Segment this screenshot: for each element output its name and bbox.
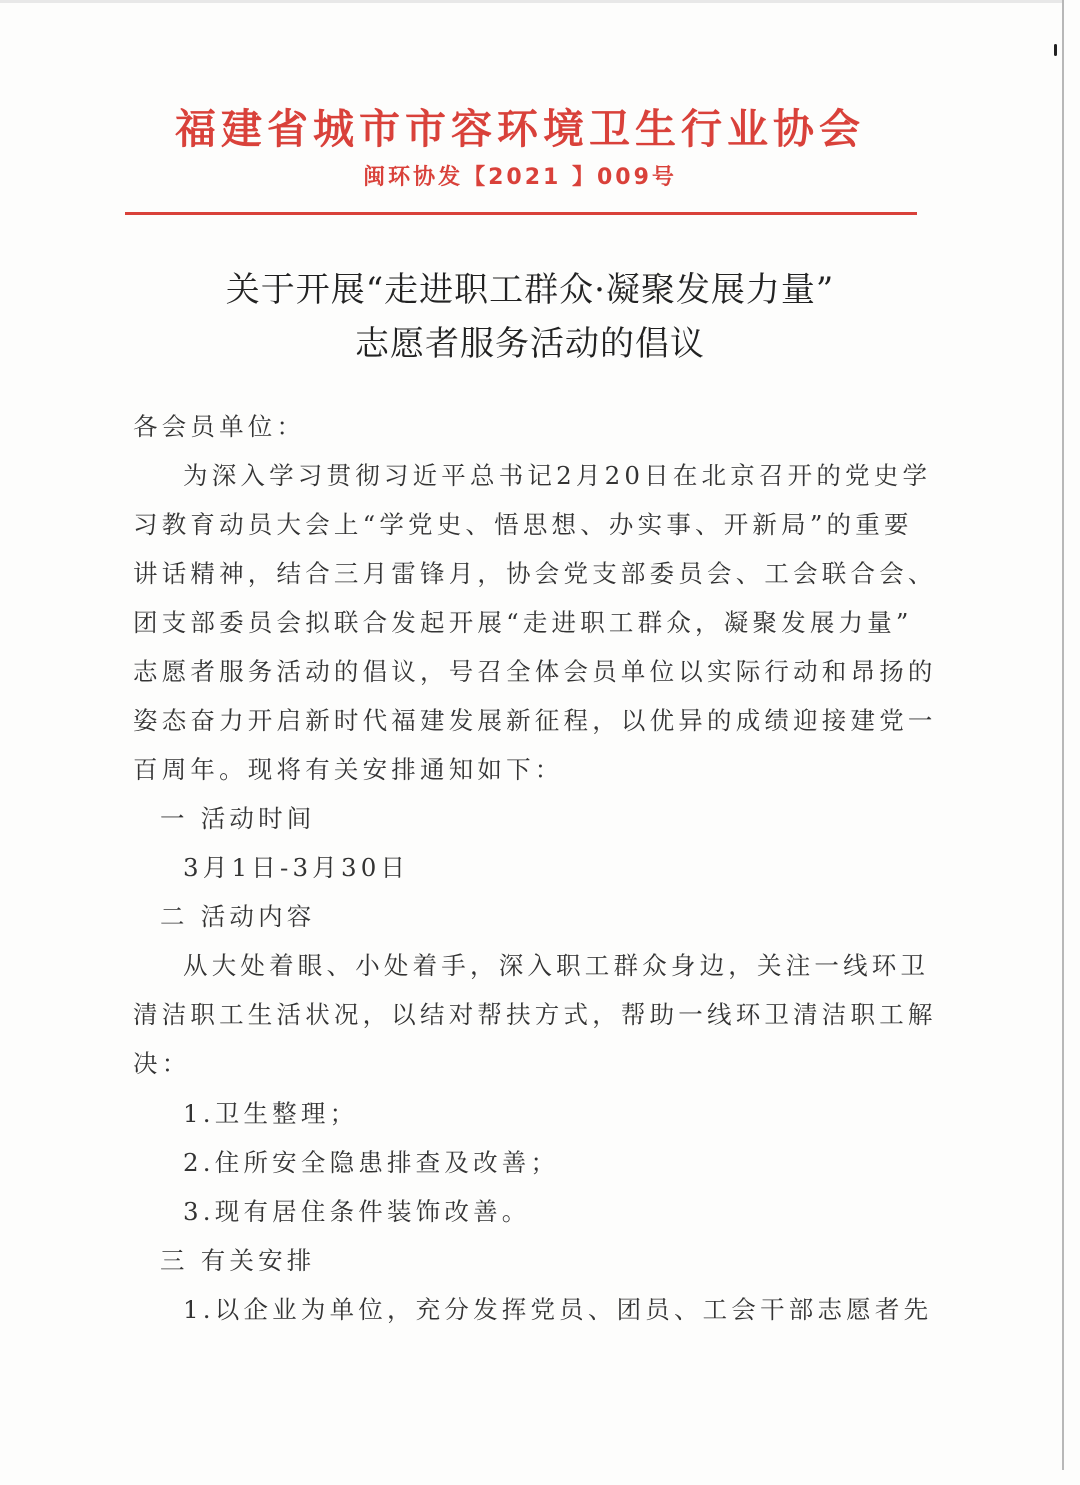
header-divider [125,212,917,215]
paragraph-line: 团支部委员会拟联合发起开展“走进职工群众，凝聚发展力量” [133,608,913,637]
list-item: 2.住所安全隐患排查及改善； [183,1148,560,1177]
paragraph-line: 习教育动员大会上“学党史、悟思想、办实事、开新局”的重要 [133,510,913,539]
document-title-line-1: 关于开展“走进职工群众·凝聚发展力量” [225,270,835,310]
paragraph-line: 为深入学习贯彻习近平总书记2月20日在北京召开的党史学 [183,461,932,490]
paragraph-line: 百周年。现将有关安排通知如下： [133,755,564,784]
list-item: 3.现有居住条件装饰改善。 [183,1197,531,1226]
list-item: 1.卫生整理； [183,1099,359,1128]
section-heading-content: 二 活动内容 [160,902,316,931]
section-heading-time: 一 活动时间 [160,804,316,833]
section-heading-arrangements: 三 有关安排 [160,1246,316,1275]
paragraph-line: 讲话精神，结合三月雷锋月，协会党支部委员会、工会联合会、 [133,559,937,588]
list-item: 1.以企业为单位，充分发挥党员、团员、工会干部志愿者先 [183,1295,933,1324]
salutation: 各会员单位： [133,412,306,441]
organization-name: 福建省城市市容环境卫生行业协会 [175,105,865,153]
paragraph-line: 从大处着眼、小处着手，深入职工群众身边，关注一线环卫 [183,951,930,980]
document-number: 闽环协发【2021 】009号 [363,165,677,190]
document-title-line-2: 志愿者服务活动的倡议 [355,324,705,364]
paragraph-line: 决： [133,1049,191,1078]
paragraph-line: 志愿者服务活动的倡议，号召全体会员单位以实际行动和昂扬的 [133,657,937,686]
scan-top-edge [0,0,1062,3]
scan-right-edge [1062,0,1064,1470]
activity-dates: 3月1日-3月30日 [183,853,410,882]
paragraph-line: 清洁职工生活状况，以结对帮扶方式，帮助一线环卫清洁职工解 [133,1000,937,1029]
paragraph-line: 姿态奋力开启新时代福建发展新征程，以优异的成绩迎接建党一 [133,706,937,735]
scan-mark [1054,44,1057,56]
